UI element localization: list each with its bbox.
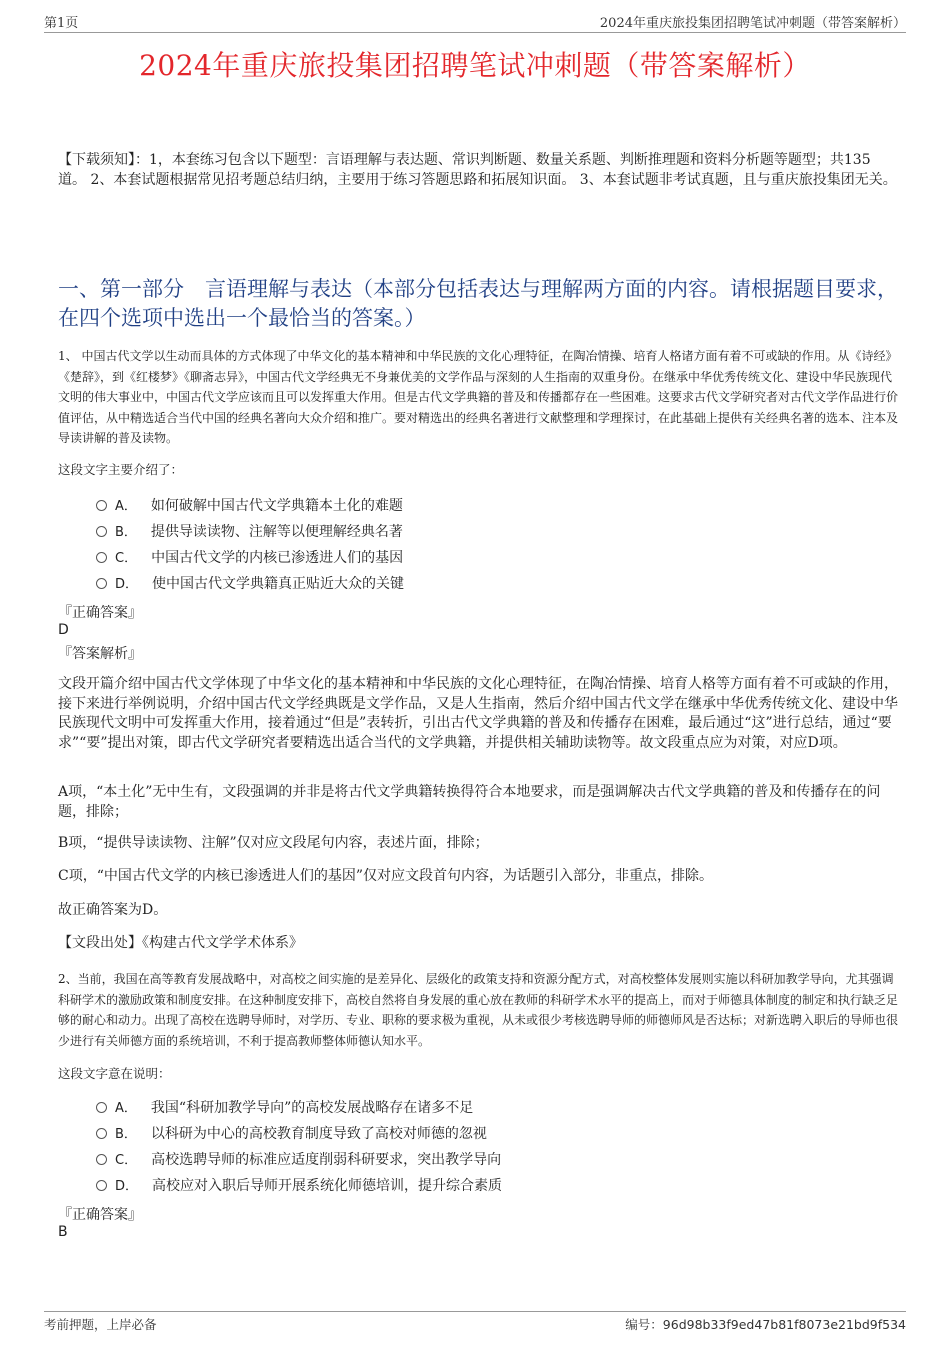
question-1-option-a[interactable]: A． 如何破解中国古代文学典籍本土化的难题 xyxy=(96,496,403,516)
radio-icon[interactable] xyxy=(96,1102,107,1113)
question-1-analysis-c: C项，“中国古代文学的内核已渗透进人们的基因”仅对应文段首句内容，为话题引入部分，非重点，排除。 xyxy=(58,868,714,884)
radio-icon[interactable] xyxy=(96,500,107,511)
question-2-option-d[interactable]: D． 高校应对入职后导师开展系统化师德培训，提升综合素质 xyxy=(96,1176,502,1196)
footer-code-value: 96d98b33f9ed47b81f8073e21bd9f534 xyxy=(662,1317,906,1332)
question-1-conclusion: 故正确答案为D。 xyxy=(58,902,168,918)
radio-icon[interactable] xyxy=(96,1180,107,1191)
question-1-analysis-main: 文段开篇介绍中国古代文学体现了中华文化的基本精神和中华民族的文化心理特征，在陶冶情操、培育人格等方面有着不可或缺的作用，接下来进行举例说明，介绍中国古代文学经典既是文学作品，又是人生指南，然后介绍中国古代文学在继承中华优秀传统文化、建设中华民族现代文明中可发挥重大作用，接着通过“但是”表转折，引出古代文学典籍的普及和传播存在困难，最后通过“这”进行总结，通过“要求”“要”提出对策，即古代文学研究者要精选出适合当代的文学典籍，并提供相关辅助读物等。故文段重点应为对策，对应D项。 xyxy=(58,676,898,751)
page-number: 第1页 xyxy=(44,16,79,31)
footer-code xyxy=(625,1315,906,1333)
page-title: 2024年重庆旅投集团招聘笔试冲刺题（带答案解析） xyxy=(139,49,811,82)
question-1-option-b[interactable]: B． 提供导读读物、注解等以便理解经典名著 xyxy=(96,522,403,542)
radio-icon[interactable] xyxy=(96,1154,107,1165)
question-2-option-c[interactable]: C． 高校选聘导师的标准应适度削弱科研要求，突出教学导向 xyxy=(96,1150,501,1170)
question-2-answer-label: 『正确答案』 xyxy=(58,1207,142,1223)
radio-icon[interactable] xyxy=(96,552,107,563)
question-1-answer: D xyxy=(58,622,69,638)
footer-slogan: 考前押题，上岸必备 xyxy=(44,1317,157,1332)
question-2-prompt: 这段文字意在说明： xyxy=(58,1066,171,1081)
question-1-analysis-label: 『答案解析』 xyxy=(58,646,142,662)
radio-icon[interactable] xyxy=(96,526,107,537)
question-1-analysis-a: A项，“本土化”无中生有，文段强调的并非是将古代文学典籍转换得符合本地要求，而是强调解决古代文学典籍的普及和传播存在的问题，排除； xyxy=(58,784,881,820)
footer-rule xyxy=(44,1311,906,1312)
question-2-answer: B xyxy=(58,1224,68,1240)
question-1-option-c[interactable]: C． 中国古代文学的内核已渗透进人们的基因 xyxy=(96,548,403,568)
download-notice: 【下载须知】：1，本套练习包含以下题型：言语理解与表达题、常识判断题、数量关系题、判断推理题和资料分析题等题型；共135道。 2、本套试题根据常见招考题总结归纳，主要用于练习答题思路和拓展知识面。 3、本套试题非考试真题，且与重庆旅投集团无关。 xyxy=(58,152,897,188)
question-1-analysis-b: B项，“提供导读读物、注解”仅对应文段尾句内容，表述片面，排除； xyxy=(58,835,489,851)
question-1-stem: 1、 中国古代文学以生动而具体的方式体现了中华文化的基本精神和中华民族的文化心理特征，在陶冶情操、培育人格诸方面有着不可或缺的作用。从《诗经》《楚辞》，到《红楼梦》《聊斋志异》，中国古代文学经典无不身兼优美的文学作品与深刻的人生指南的双重身份。在继承中华优秀传统文化、建设中华民族现代文明的伟大事业中，中国古代文学应该而且可以发挥重大作用。但是古代文学典籍的普及和传播都存在一些困难。这要求古代文学研究者对古代文学作品进行价值评估，从中精选适合当代中国的经典名著向大众介绍和推广。要对精选出的经典名著进行文献整理和学理探讨，在此基础上提供有关经典名著的选本、注本及导读讲解的普及读物。 xyxy=(58,349,899,445)
question-1-source: 【文段出处】《构建古代文学学术体系》 xyxy=(58,935,303,951)
radio-icon[interactable] xyxy=(96,1128,107,1139)
question-2-stem: 2、当前，我国在高等教育发展战略中，对高校之间实施的是差异化、层级化的政策支持和资源分配方式，对高校整体发展则实施以科研加教学导向，尤其强调科研学术的激励政策和制度安排。在这种制度安排下，高校自然将自身发展的重心放在教师的科研学术水平的提高上，而对于师德具体制度的制定和执行缺乏足够的耐心和动力。出现了高校在选聘导师时，对学历、专业、职称的要求极为重视，从未或很少考核选聘导师的师德师风是否达标；对新选聘入职后的导师也很少进行有关师德方面的系统培训，不利于提高教师整体师德认知水平。 xyxy=(58,972,899,1048)
header-doc-title: 2024年重庆旅投集团招聘笔试冲刺题（带答案解析） xyxy=(599,16,906,31)
radio-icon[interactable] xyxy=(96,578,107,589)
question-2-option-a[interactable]: A． 我国“科研加教学导向”的高校发展战略存在诸多不足 xyxy=(96,1098,473,1118)
question-2-option-b[interactable]: B． 以科研为中心的高校教育制度导致了高校对师德的忽视 xyxy=(96,1124,487,1144)
question-1-answer-label: 『正确答案』 xyxy=(58,605,142,621)
footer-code-label: 编号： xyxy=(625,1317,663,1332)
section-heading: 一、第一部分 言语理解与表达（本部分包括表达与理解两方面的内容。请根据题目要求，在四个选项中选出一个最恰当的答案。） xyxy=(58,277,898,330)
header-rule xyxy=(44,32,906,33)
question-1-option-d[interactable]: D． 使中国古代文学典籍真正贴近大众的关键 xyxy=(96,574,404,594)
question-1-prompt: 这段文字主要介绍了： xyxy=(58,462,184,477)
